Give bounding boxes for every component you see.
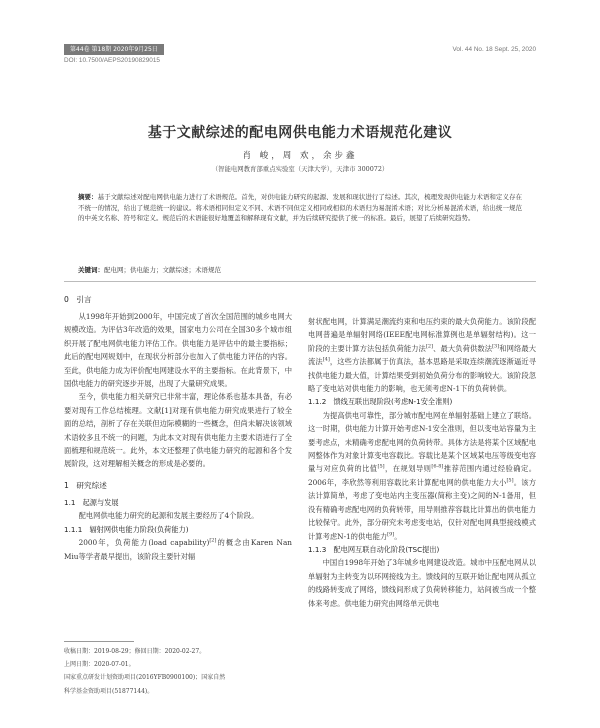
- citation: [2]: [425, 343, 434, 350]
- text-run: 2000年，负荷能力(load capability): [78, 538, 210, 548]
- subsubsection-heading: 1.1.3 配电网互联自动化阶段(TSC提出): [308, 544, 440, 554]
- paper-title: 基于文献综述的配电网供电能力术语规范化建议: [147, 125, 453, 141]
- paragraph: [308, 315, 536, 395]
- subsection-heading: 1.1 起源与发展: [64, 497, 119, 507]
- paragraph: [64, 536, 292, 563]
- subsubsection-heading: 1.1.2 馈线互联出现阶段(考虑N-1安全准则): [308, 397, 453, 407]
- volume-info-english: Vol. 44 No. 18 Sept. 25, 2020: [452, 46, 536, 53]
- volume-badge: 第44卷 第18期 2020年9月25日: [64, 44, 164, 55]
- subsubsection-heading: 1.1.1 辐射网供电能力阶段(负荷能力): [64, 524, 189, 534]
- paragraph: 至今，供电能力相关研究已非常丰富，理论体系也基本具备，有必要对现有工作总结梳理。文献[1]对现有供电能力研究成果进行了较全面的总结，剖析了存在关联但边际模糊的一些概念，但尚未解决该领域术语较多且不统一的问题，为此本文对现有供电能力主要术语进行了全面梳理和规范统一。此外，本文还整理了供电能力研究的起源和各个发展阶段，这对理解相关概念的形成是必要的。: [64, 392, 292, 469]
- keywords-text: 配电网；供电能力；文献综述；术语规范: [104, 266, 221, 274]
- section-heading-review: 1 研究综述: [64, 480, 107, 490]
- paragraph: [308, 409, 536, 543]
- authors: 肖 峻，周 欢，余步鑫: [242, 151, 358, 161]
- abstract-text: 基于文献综述对配电网供电能力进行了术语规范。首先，对供电能力研究的起源、发展和现状进行了综述。其次，梳理发现供电能力术语和定义存在不统一的情况，给出了规范统一的建议。将术语相同但定义不同、术语不同但定义相同或相似的术语归为易混淆术语；对比分析易混淆术语，给出统一规范的中英文名称、符号和定义。规范后的术语能很好地覆盖和解释现有文献，并为后续研究提供了统一的标准。最后，展望了后续研究趋势。: [78, 193, 523, 223]
- text-run: 。该方法计算简单，考虑了变电站内主变压器(简称主变)之间的N-1备用，但没有精确考虑配电网的负荷转带，用导则推荐容载比计算出的供电能力比较保守。此外，部分研究未考虑变电站，仅针对配电网典型接线模式计算考虑N-1的供电能力: [308, 477, 536, 541]
- funding-line: 国家重点研发计划资助项目(2016YFB0900100)；国家自然: [64, 674, 226, 682]
- funding-line: 科学基金资助项目(51877144)。: [64, 687, 154, 695]
- paragraph: 从1998年开始到2000年，中国完成了首次全国范围的城乡电网大规模改造。为评估3年改造的效果，国家电力公司在全国30多个城市组织开展了配电网供电能力评估工作。供电能力是评估中的最主要指标；此后的配电网规划中，在现状分析部分也加入了供电能力评估的内容。至此，供电能力成为评价配电网建设水平的主要指标。在此背景下，中国供电能力的研究逐步开展，出现了大量研究成果。: [64, 312, 292, 389]
- text-run: 为提高供电可靠性，部分城市配电网在单辐射基础上建立了联络。这一时期，供电能力计算开始考虑N-1安全准则，但以变电站容量为主要考虑点，未精确考虑配电网的负荷转带。具体方法是将某个区域配电网整体作为对象计算变电容载比。容载比是某个区域某电压等级变电容量与对应负荷的比值: [308, 410, 536, 474]
- text-run: ，在规划导则: [384, 464, 432, 474]
- doi: DOI: 10.7500/AEPS20190829015: [64, 57, 160, 64]
- received-date: 收稿日期：2019-08-29；修回日期：2020-02-27。: [64, 648, 206, 655]
- text-run: 的概念由Karen Nan Miu等学者最早提出，该阶段主要针对辐: [64, 538, 292, 561]
- left-column: [64, 293, 292, 563]
- text-run: 。: [394, 531, 402, 541]
- paragraph: 中国自1998年开始了3年城乡电网建设改造。城市中压配电网从以单辐射为主转变为以环网接线为主。馈线间的互联开始让配电网从孤立的线路转变成了网络，馈线间形成了负荷转移能力，站间被当成一个整体来考虑。供电能力研究由网络单元供电: [308, 558, 536, 608]
- paragraph: 配电网供电能力研究的起源和发展主要经历了4个阶段。: [78, 511, 259, 521]
- citation: [5]: [377, 464, 385, 471]
- citation: [6-8]: [431, 464, 444, 471]
- citation: [4]: [322, 356, 330, 363]
- citation: [5]: [506, 477, 514, 484]
- footnotes: [64, 645, 292, 698]
- online-date: 上网日期：2020-07-01。: [64, 661, 135, 669]
- section-heading-intro: 0 引言: [64, 295, 92, 304]
- citation: [2]: [209, 537, 217, 544]
- text-run: ，这些方法都属于仿真法，基本思路是采取连续潮流逐渐逼近寻找供电能力最大值，计算结果受到初始负荷分布的影响较大。该阶段忽略了变电站对供电能力的影响，也无须考虑N-1下的负荷转供。: [308, 357, 537, 394]
- keywords: [78, 265, 522, 274]
- affiliation: （智能电网教育部重点实验室（天津大学），天津市 300072）: [211, 165, 389, 173]
- right-column: [308, 315, 536, 610]
- abstract-divider: [64, 281, 536, 282]
- text-run: 推荐范围内通过经验确定。2006年，李欣然等利用容载比来计算配电网的供电能力大小: [308, 464, 537, 487]
- citation: [9]: [387, 531, 395, 538]
- abstract-label: 摘要：: [78, 193, 98, 201]
- text-run: 和网络最大流法: [308, 343, 537, 367]
- spacer: [64, 471, 292, 476]
- journal-header: [64, 44, 536, 55]
- citation: [3]: [492, 343, 500, 350]
- text-run: 射状配电网，计算满足潮流约束和电压约束的最大负荷能力。该阶段配电网普遍是单辐射网络(IEEE配电网标准算例也是单辐射结构)。这一阶段的主要计算方法包括负荷能力法: [308, 317, 536, 353]
- footnote-rule: [64, 641, 134, 642]
- keywords-label: 关键词：: [78, 266, 104, 274]
- abstract: [78, 192, 522, 224]
- text-run: 、最大负荷供数法: [433, 343, 493, 353]
